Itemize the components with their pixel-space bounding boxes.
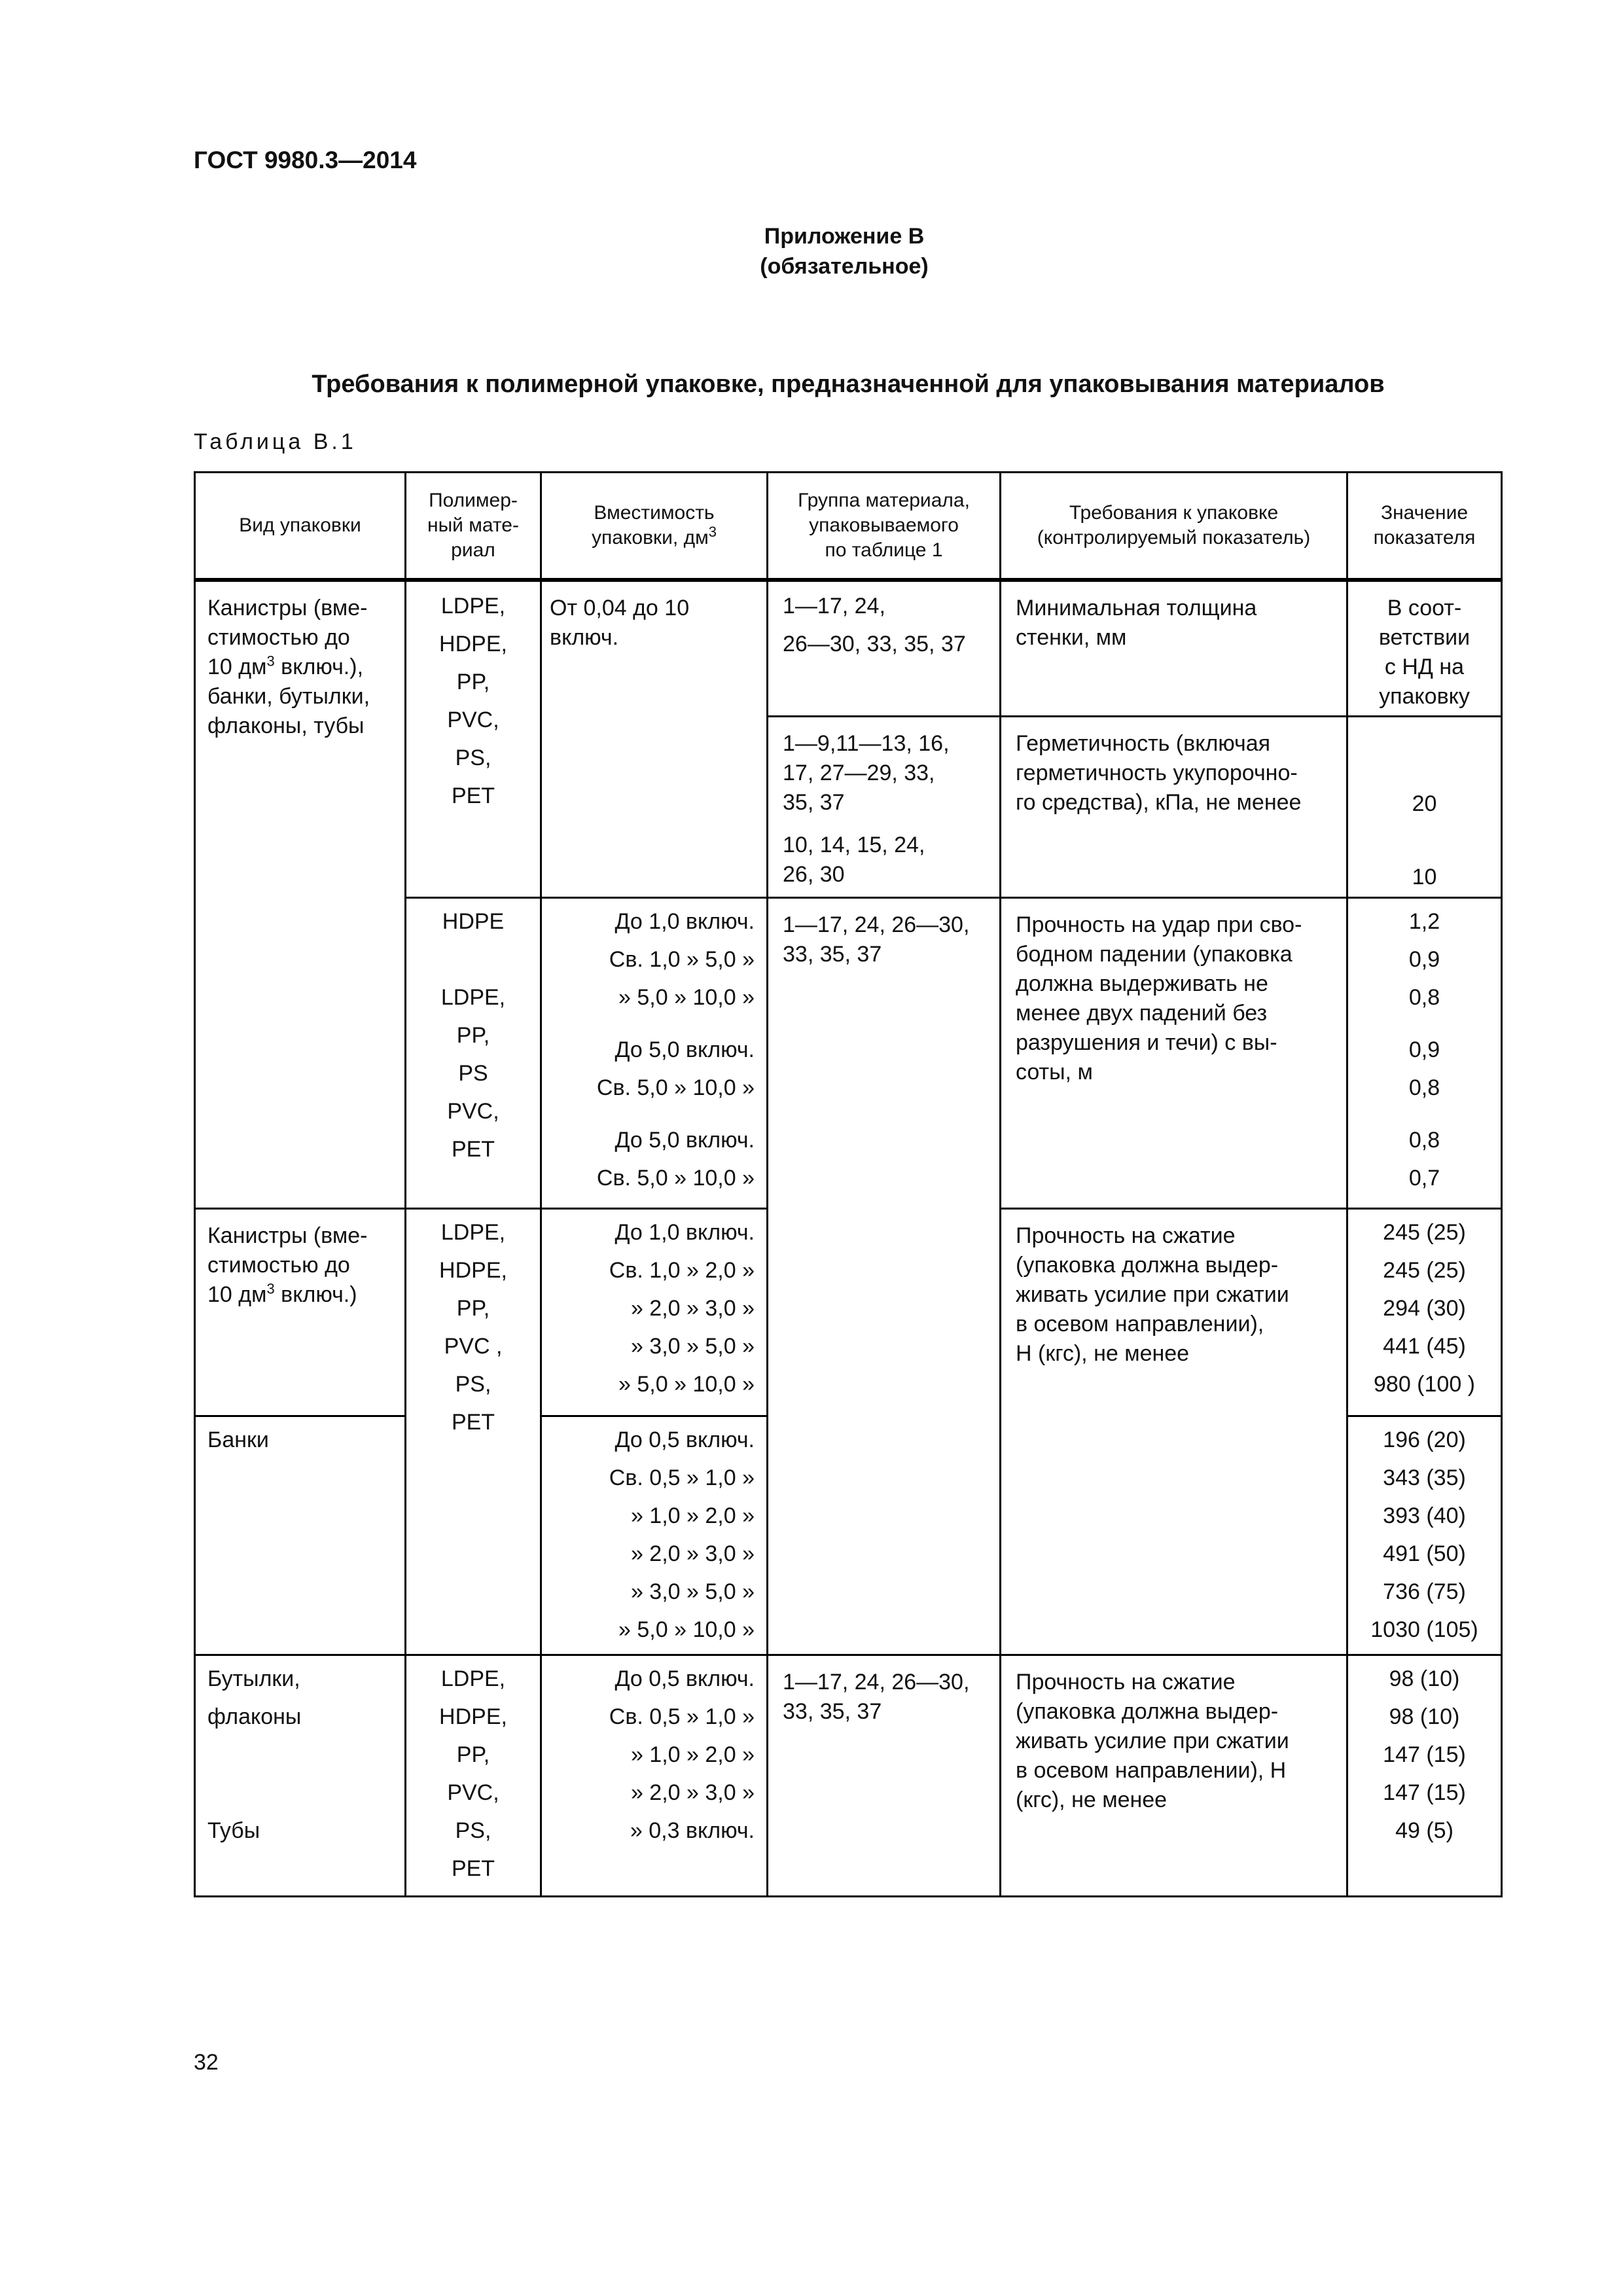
cell-requirement: Герметичность (включая герметичность укупорочно- го средства), кПа, не менее (1001, 717, 1347, 898)
page-number: 32 (194, 2050, 219, 2075)
table-header-row (195, 473, 1502, 581)
cell-kind: Банки (195, 1416, 406, 1655)
cell-capacity: До 1,0 включ. Св. 1,0 » 2,0 » » 2,0 » 3,0 » » 3,0 » 5,0 » » 5,0 » 10,0 » (541, 1209, 768, 1416)
table-label: Таблица В.1 (194, 429, 357, 454)
cell-capacity: От 0,04 до 10 включ. (541, 580, 768, 898)
cell-requirement: Прочность на сжатие (упаковка должна выдер- живать усилие при сжатии в осевом направлении), Н (кгс), не менее (1001, 1209, 1347, 1655)
document-title: Требования к полимерной упаковке, предназначенной для упаковывания материалов (312, 370, 1385, 398)
cell-group: 1—17, 24, 26—30, 33, 35, 37 (768, 580, 1001, 717)
cell-kind: Канистры (вме- стимостью до 10 $дм^3$ включ.), банки, бутылки, флаконы, тубы (195, 580, 406, 1209)
header-group: Группа материала, упаковываемого по таблице 1 (768, 473, 1001, 581)
cell-group: 1—17, 24, 26—30, 33, 35, 37 (768, 1655, 1001, 1897)
cell-value: 20 10 (1347, 717, 1502, 898)
cell-material: LDPE, HDPE, PP, PVC, PS, PET (406, 580, 541, 898)
header-capacity: Вместимость упаковки, $дм^3$ (541, 473, 768, 581)
table-row (195, 580, 1502, 717)
cell-kind: Канистры (вме- стимостью до 10 $дм^3$ включ.) (195, 1209, 406, 1416)
cell-requirement: Прочность на удар при сво- бодном падении (упаковка должна выдерживать не менее двух падений без разрушения и течи) с вы- соты, м (1001, 898, 1347, 1209)
cell-value: 196 (20) 343 (35) 393 (40) 491 (50) 736 (75) 1030 (105) (1347, 1416, 1502, 1655)
cell-value: 1,2 0,9 0,8 0,9 0,8 0,8 0,7 (1347, 898, 1502, 1209)
header-value: Значение показателя (1347, 473, 1502, 581)
cell-requirement: Прочность на сжатие (упаковка должна выдер- живать усилие при сжатии в осевом направлении), Н (кгс), не менее (1001, 1655, 1347, 1897)
cell-capacity: До 1,0 включ. Св. 1,0 » 5,0 » » 5,0 » 10,0 » До 5,0 включ. Св. 5,0 » 10,0 » До 5,0 включ. Св. 5,0 » 10,0 » (541, 898, 768, 1209)
cell-group: 1—9,11—13, 16, 17, 27—29, 33, 35, 37 10, 14, 15, 24, 26, 30 (768, 717, 1001, 898)
cell-value: 98 (10) 98 (10) 147 (15) 147 (15) 49 (5) (1347, 1655, 1502, 1897)
header-kind: Вид упаковки (195, 473, 406, 581)
document-id: ГОСТ 9980.3—2014 (194, 147, 417, 173)
table-row (195, 1655, 1502, 1897)
cell-value: В соот- ветствии с НД на упаковку (1347, 580, 1502, 717)
header-requirement: Требования к упаковке (контролируемый показатель) (1001, 473, 1347, 581)
appendix-subtitle: (обязательное) (760, 254, 929, 279)
appendix-title: Приложение В (764, 224, 925, 249)
appendix-heading (0, 221, 1623, 281)
cell-material: LDPE, HDPE, PP, PVC, PS, PET (406, 1655, 541, 1897)
cell-group: 1—17, 24, 26—30, 33, 35, 37 (768, 898, 1001, 1655)
cell-kind: Бутылки, флаконы Тубы (195, 1655, 406, 1897)
cell-capacity: До 0,5 включ. Св. 0,5 » 1,0 » » 1,0 » 2,0 » » 2,0 » 3,0 » » 3,0 » 5,0 » » 5,0 » 10,0 » (541, 1416, 768, 1655)
header-material: Полимер- ный мате- риал (406, 473, 541, 581)
cell-requirement: Минимальная толщина стенки, мм (1001, 580, 1347, 717)
cell-capacity: До 0,5 включ. Св. 0,5 » 1,0 » » 1,0 » 2,0 » » 2,0 » 3,0 » » 0,3 включ. (541, 1655, 768, 1897)
requirements-table (194, 471, 1503, 1897)
cell-material: LDPE, HDPE, PP, PVC , PS, PET (406, 1209, 541, 1655)
cell-value: 245 (25) 245 (25) 294 (30) 441 (45) 980 (100 ) (1347, 1209, 1502, 1416)
cell-material: HDPE LDPE, PP, PS PVC, PET (406, 898, 541, 1209)
